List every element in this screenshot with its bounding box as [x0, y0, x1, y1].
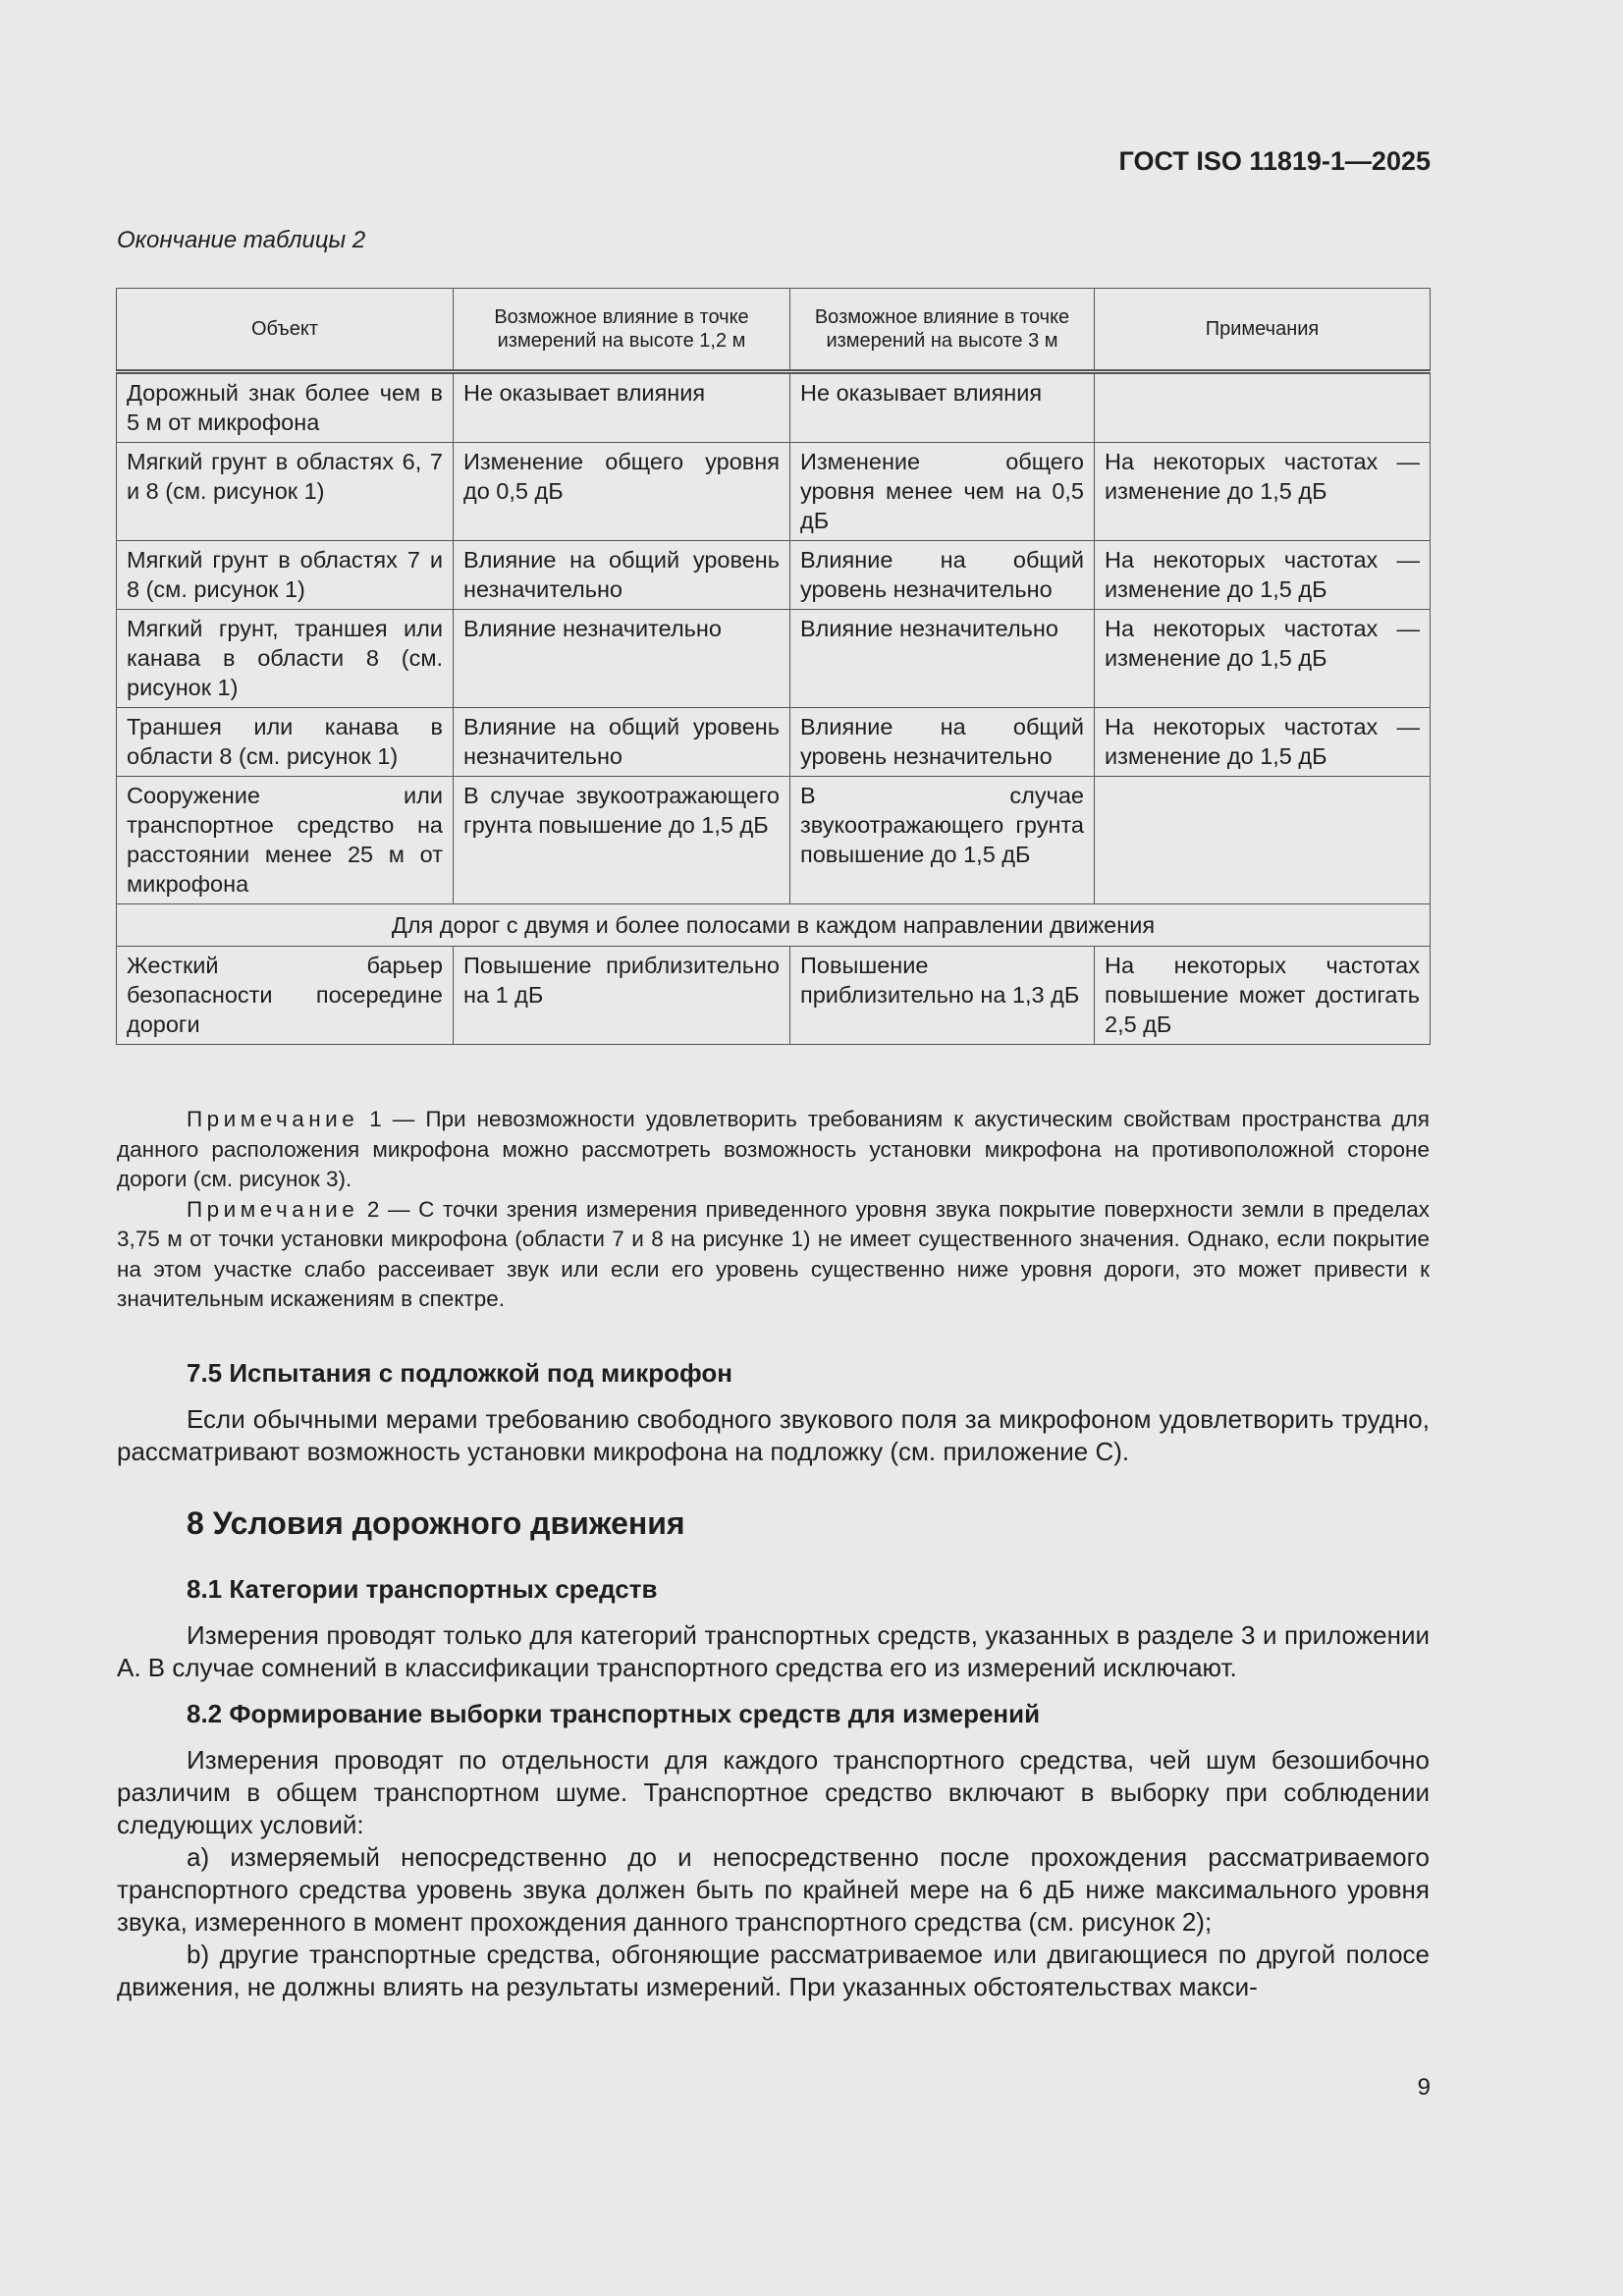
section-8-1-paragraph: Измерения проводят только для категорий транспортных средств, указанных в разделе 3 и приложении А. В случае сомнений в классификации транспортного средства его из измерений исключают.	[117, 1620, 1430, 1682]
section-8-1-title: 8.1 Категории транспортных средств	[187, 1574, 658, 1604]
cell-note: На некоторых частотах — изменение до 1,5 дБ	[1095, 708, 1431, 777]
cell-object: Жесткий барьер безопасности посередине дороги	[117, 947, 454, 1045]
cell-object: Дорожный знак более чем в 5 м от микрофона	[117, 372, 454, 443]
cell-influence-3: Влияние на общий уровень незначительно	[790, 541, 1095, 610]
header-height-3: Возможное влияние в точке измерений на высоте 3 м	[790, 289, 1095, 372]
note-1-label: Примечание	[187, 1107, 359, 1131]
table-row	[117, 708, 1431, 777]
cell-influence-3: Влияние незначительно	[790, 610, 1095, 708]
cell-influence-1-2: Изменение общего уровня до 0,5 дБ	[454, 443, 790, 541]
table-span-row	[117, 904, 1431, 947]
list-item-a: a) измеряемый непосредственно до и непосредственно после прохождения рассматриваемого транспортного средства уровень звука должен быть по крайней мере на 6 дБ ниже максимального уровня звука, измеренного в момент прохождения данного транспортного средства (см. рисунок 2);	[117, 1842, 1430, 1937]
cell-influence-3: Влияние на общий уровень незначительно	[790, 708, 1095, 777]
section-8-title: 8 Условия дорожного движения	[187, 1505, 685, 1541]
note-2-label: Примечание	[187, 1196, 359, 1222]
list-item-b: b) другие транспортные средства, обгоняющие рассматриваемое или двигающиеся по другой полосе движения, не должны влиять на результаты измерений. При указанных обстоятельствах макси-	[117, 1940, 1430, 2001]
header-height-1-2: Возможное влияние в точке измерений на высоте 1,2 м	[454, 289, 790, 372]
cell-influence-1-2: Влияние на общий уровень незначительно	[454, 708, 790, 777]
cell-note	[1095, 372, 1431, 443]
cell-influence-3: В случае звукоотражающего грунта повышение до 1,5 дБ	[790, 777, 1095, 904]
table-header-row	[117, 289, 1431, 372]
note-2-text: 2 — С точки зрения измерения приведенного уровня звука покрытие поверхности земли в пределах 3,75 м от точки установки микрофона (области 7 и 8 на рисунке 1) не имеет существенного значения. Однако, если покрытие на этом участке слабо рассеивает звук или если его уровень существенно ниже уровня дороги, это может привести к значительным искажениям в спектре.	[117, 1196, 1430, 1311]
cell-note: На некоторых частотах повышение может достигать 2,5 дБ	[1095, 947, 1431, 1045]
cell-influence-1-2: Влияние на общий уровень незначительно	[454, 541, 790, 610]
page-number: 9	[1417, 2074, 1431, 2101]
note-1-text: 1 — При невозможности удовлетворить требованиям к акустическим свойствам пространства для данного расположения микрофона можно рассмотреть возможность установки микрофона на противоположной стороне дороги (см. рисунок 3).	[117, 1107, 1430, 1191]
cell-note: На некоторых частотах — изменение до 1,5 дБ	[1095, 541, 1431, 610]
note-2	[117, 1195, 1430, 1315]
cell-influence-3: Изменение общего уровня менее чем на 0,5 дБ	[790, 443, 1095, 541]
cell-influence-3: Повышение приблизительно на 1,3 дБ	[790, 947, 1095, 1045]
section-7-5-title: 7.5 Испытания с подложкой под микрофон	[187, 1358, 732, 1388]
cell-object: Мягкий грунт, траншея или канава в области 8 (см. рисунок 1)	[117, 610, 454, 708]
section-8-2-paragraph: Измерения проводят по отдельности для каждого транспортного средства, чей шум безошибочно различим в общем транспортном шуме. Транспортное средство включают в выборку при соблюдении следующих условий:	[117, 1745, 1430, 1839]
cell-influence-3: Не оказывает влияния	[790, 372, 1095, 443]
table-caption: Окончание таблицы 2	[117, 227, 366, 253]
table-row	[117, 610, 1431, 708]
cell-object: Сооружение или транспортное средство на расстоянии менее 25 м от микрофона	[117, 777, 454, 904]
cell-influence-1-2: В случае звукоотражающего грунта повышение до 1,5 дБ	[454, 777, 790, 904]
note-1	[117, 1105, 1430, 1195]
header-object: Объект	[117, 289, 454, 372]
cell-influence-1-2: Повышение приблизительно на 1 дБ	[454, 947, 790, 1045]
cell-object: Мягкий грунт в областях 6, 7 и 8 (см. рисунок 1)	[117, 443, 454, 541]
section-7-5-paragraph: Если обычными мерами требованию свободного звукового поля за микрофоном удовлетворить трудно, рассматривают возможность установки микрофона на подложку (см. приложение С).	[117, 1404, 1430, 1466]
cell-influence-1-2: Не оказывает влияния	[454, 372, 790, 443]
cell-object: Траншея или канава в области 8 (см. рисунок 1)	[117, 708, 454, 777]
cell-note	[1095, 777, 1431, 904]
document-body	[117, 1351, 1430, 2003]
document-id: ГОСТ ISO 11819-1—2025	[1118, 146, 1431, 176]
header-notes: Примечания	[1095, 289, 1431, 372]
cell-note: На некоторых частотах — изменение до 1,5 дБ	[1095, 443, 1431, 541]
table-row	[117, 443, 1431, 541]
cell-note: На некоторых частотах — изменение до 1,5 дБ	[1095, 610, 1431, 708]
influence-table	[116, 288, 1431, 1045]
table-notes	[117, 1105, 1430, 1315]
table-row	[117, 541, 1431, 610]
table-row	[117, 947, 1431, 1045]
span-row-label: Для дорог с двумя и более полосами в каждом направлении движения	[117, 904, 1431, 947]
table-row	[117, 372, 1431, 443]
cell-object: Мягкий грунт в областях 7 и 8 (см. рисунок 1)	[117, 541, 454, 610]
table-row	[117, 777, 1431, 904]
cell-influence-1-2: Влияние незначительно	[454, 610, 790, 708]
section-8-2-title: 8.2 Формирование выборки транспортных средств для измерений	[187, 1699, 1041, 1728]
